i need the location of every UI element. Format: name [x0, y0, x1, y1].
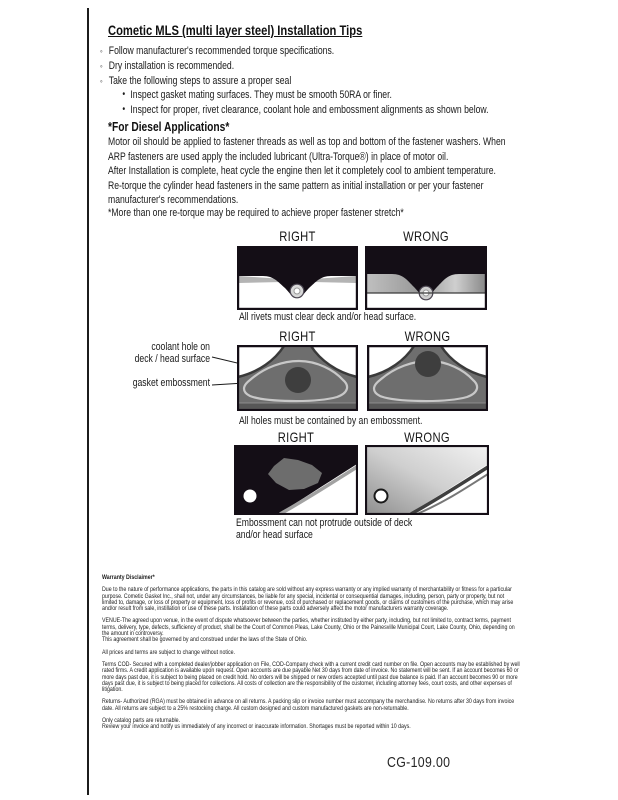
- wrong-label: WRONG: [404, 328, 451, 344]
- tip-text: Follow manufacturer's recommended torque specifications.: [108, 45, 335, 57]
- terms-paragraph: Terms COD- Secured with a completed dealer/jobber application on File, COD-Company check with a current credit card number on file. Open accounts may be established by well rated firms. A credit application is available upon request. Open accounts are due payable Net 30 days from date of invoice. No statement will be sent. If an account becomes 60 or more days past due, it is subject to being placed on credit hold. No orders will be shipped or new orders accepted until past due balance is paid. If an account becomes 90 or more days past due, it is subject to being placed for collections. All costs of collection are the responsibility of the customer, including attorney fees, court costs, and other expenses of litigation.: [102, 660, 520, 694]
- gasket-embossment-callout: [95, 378, 210, 390]
- circle-bullet-icon: ◦: [100, 60, 103, 71]
- right-label: RIGHT: [277, 429, 315, 445]
- list-item: [122, 103, 532, 118]
- warranty-disclaimer: [102, 575, 520, 737]
- fig3-wrong-panel: [365, 445, 489, 515]
- prices-paragraph: All prices and terms are subject to change without notice.: [102, 648, 236, 656]
- diesel-section-heading: *For Diesel Applications*: [108, 119, 230, 134]
- page-code: CG-109.00: [387, 755, 451, 771]
- circle-bullet-icon: ◦: [100, 46, 103, 56]
- catalog-parts-paragraph: Only catalog parts are returnable.: [102, 717, 181, 725]
- diesel-paragraph: Motor oil should be applied to fastener threads as well as top and bottom of the fastener washers. When ARP fasteners are used apply the included lubricant (Ultra-Torque®) in place of motor oil.: [108, 136, 506, 163]
- circle-bullet-icon: ◦: [100, 75, 103, 86]
- diesel-paragraph: After Installation is complete, heat cycle the engine then let it completely cool to ambient temperature. Re-torque the cylinder head fasteners in the same pattern as initial installation or per your fastener manufacturer's recommendations.: [108, 165, 496, 207]
- tip-text: Dry installation is recommended.: [108, 59, 235, 72]
- left-edge-line: [87, 8, 89, 795]
- invoice-paragraph: Review your invoice and notify us immediately of any incorrect or inaccurate information. Shortages must be reported within 10 days.: [102, 723, 411, 731]
- fig2-right-panel: [237, 345, 358, 411]
- dot-bullet-icon: •: [122, 104, 126, 116]
- warranty-heading: Warranty Disclaimer*: [102, 574, 155, 581]
- fig1-wrong-panel: [365, 246, 487, 310]
- dot-bullet-icon: •: [122, 89, 126, 101]
- wrong-label: WRONG: [404, 429, 450, 445]
- fig1-right-panel: [237, 246, 358, 310]
- list-item: [100, 59, 532, 74]
- coolant-hole-callout: [95, 342, 210, 365]
- wrong-label: WRONG: [403, 228, 449, 244]
- right-label: RIGHT: [279, 228, 316, 244]
- venue-paragraph: This agreement shall be governed by and construed under the laws of the State of Ohio.: [102, 636, 308, 644]
- right-label: RIGHT: [279, 328, 316, 344]
- fig2-wrong-panel: [367, 345, 488, 411]
- list-item: [100, 74, 532, 89]
- callout-text: gasket embossment: [132, 377, 210, 389]
- fig1-caption: All rivets must clear deck and/or head surface.: [239, 311, 417, 323]
- fig3-caption-line1: Embossment can not protrude outside of deck: [236, 517, 413, 529]
- tips-list: [100, 44, 532, 118]
- returns-paragraph: Returns- Authorized (RGA) must be obtained in advance on all returns. A packing slip or invoice number must accompany the merchandise. No returns after 30 days from invoice date. All returns are subject to a 25% restocking charge. All custom designed and custom manufactured gaskets are non-returnable.: [102, 698, 515, 712]
- tip-text: Inspect gasket mating surfaces. They must be smooth 50RA or finer.: [130, 89, 392, 102]
- list-item: [122, 88, 532, 103]
- warranty-paragraph: Due to the nature of performance applications, the parts in this catalog are sold without any express warranty or any implied warranty of merchantability or fitness for a particular purpose. Cometic Gasket Inc., shall not, under any circumstances, be liable for any special, incidental or consequential damages, including, person, party or property, but not limited to, damage, or loss of property or equipment, loss of profits or revenue, cost of purchased or replacement goods, or claims of customers of the purchase, which may arise and/or result from sale, instillation or use of these parts. Installation of these parts could adversely affect the motor manufacturers warranty coverage.: [102, 586, 514, 613]
- tip-text: Inspect for proper, rivet clearance, coolant hole and embossment alignments as shown below.: [130, 104, 489, 117]
- fig2-caption: All holes must be contained by an embossment.: [239, 415, 423, 427]
- fig3-right-panel: [234, 445, 358, 515]
- callout-text: coolant hole on: [151, 341, 210, 353]
- tip-text: Take the following steps to assure a proper seal: [108, 74, 292, 87]
- retorque-note: *More than one re-torque may be required to achieve proper fastener stretch*: [108, 207, 404, 219]
- list-item: [100, 44, 532, 59]
- fig3-caption-line2: and/or head surface: [236, 529, 313, 541]
- callout-text: deck / head surface: [134, 352, 210, 365]
- venue-paragraph: VENUE-The agreed upon venue, in the event of dispute whatsoever between the parties, whether instituted by either party, including, but not limited to, contract terms, payment terms, delivery, type, defects, sufficiency of product, shall be the Court of Common Pleas, Lake County, Ohio or the Painesville Municipal Court, Lake County, Ohio, depending on the amount in controversy.: [102, 617, 515, 638]
- page-title: Cometic MLS (multi layer steel) Installation Tips: [108, 22, 363, 38]
